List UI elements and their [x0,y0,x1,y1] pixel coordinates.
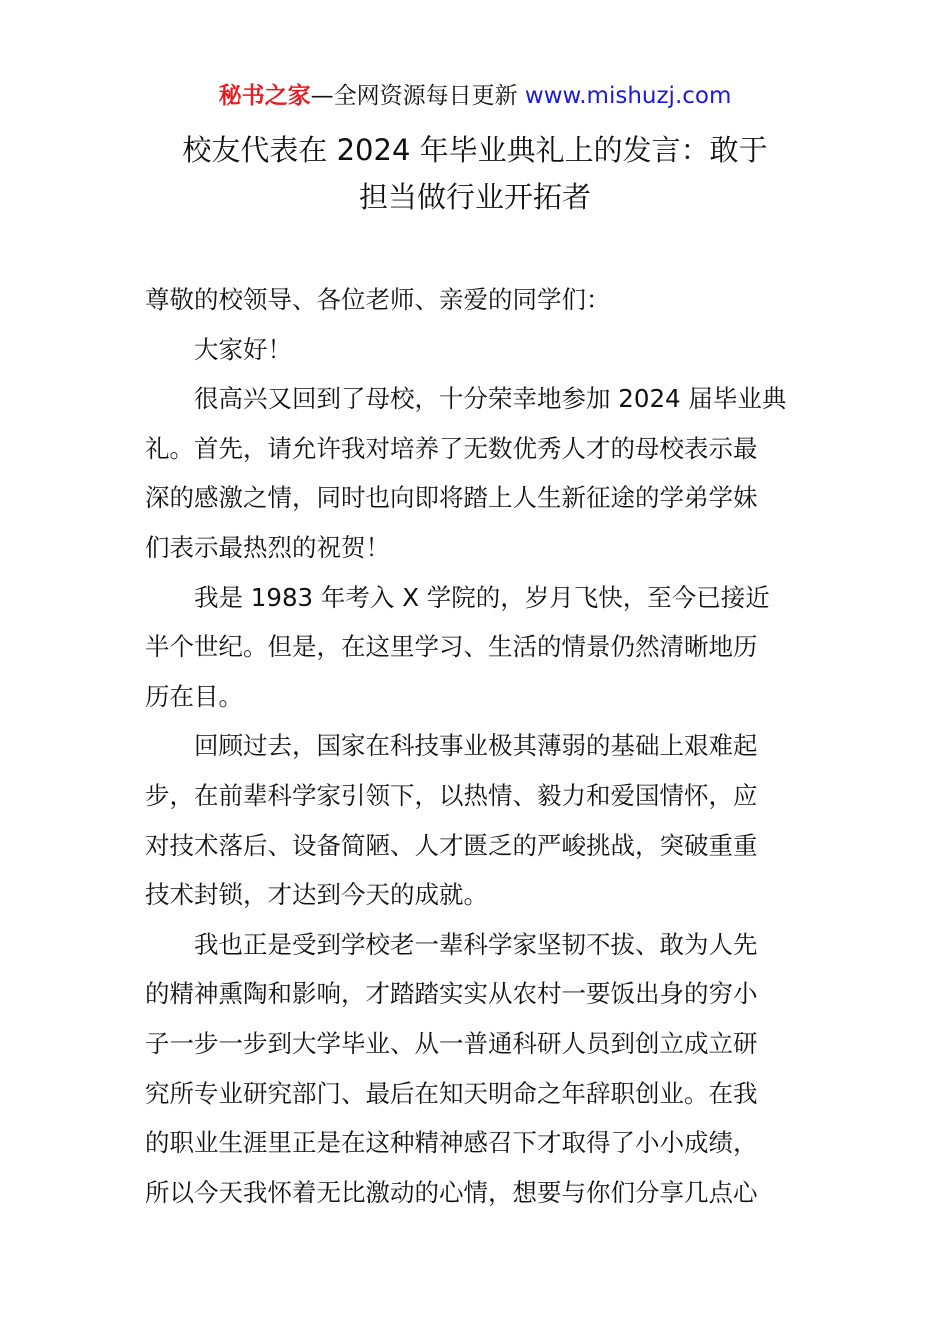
paragraph-line: 技术封锁，才达到今天的成就。 [145,880,488,910]
paragraph-line: 对技术落后、设备简陋、人才匮乏的严峻挑战，突破重重 [145,830,758,860]
paragraph-line: 所以今天我怀着无比激动的心情，想要与你们分享几点心 [145,1177,758,1207]
paragraph-line: 深的感激之情，同时也向即将踏上人生新征途的学弟学妹 [145,483,758,513]
paragraph-line: 很高兴又回到了母校，十分荣幸地参加 2024 届毕业典 [194,384,787,414]
paragraph-line: 的职业生涯里正是在这种精神感召下才取得了小小成绩， [145,1128,758,1158]
paragraph-line: 究所专业研究部门、最后在知天明命之年辞职创业。在我 [145,1078,758,1108]
site-url-link[interactable]: www.mishuzj.com [524,83,732,109]
paragraph-line: 子一步一步到大学毕业、从一普通科研人员到创立成立研 [145,1028,758,1058]
paragraph-line: 礼。首先，请允许我对培养了无数优秀人才的母校表示最 [145,433,758,463]
title-line-2: 担当做行业开拓者 [358,180,591,214]
salutation: 尊敬的校领导、各位老师、亲爱的同学们： [145,285,611,314]
header-tagline: —全网资源每日更新 [310,83,525,109]
title-line-1: 校友代表在 2024 年毕业典礼上的发言：敢于 [182,133,768,167]
brand-name: 秘书之家 [218,83,311,109]
paragraph-line: 回顾过去，国家在科技事业极其薄弱的基础上艰难起 [194,731,758,761]
document-body [145,275,807,1217]
site-header [0,80,950,112]
paragraph-line: 我是 1983 年考入 X 学院的，岁月飞快，至今已接近 [194,582,770,612]
paragraph-line: 历在目。 [145,681,243,711]
paragraph-line: 半个世纪。但是，在这里学习、生活的情景仍然清晰地历 [145,632,758,662]
paragraph-line: 们表示最热烈的祝贺！ [145,532,390,562]
paragraph-line: 步，在前辈科学家引领下，以热情、毅力和爱国情怀，应 [145,780,758,810]
paragraph-line: 的精神熏陶和影响，才踏踏实实从农村一要饭出身的穷小 [145,979,758,1009]
paragraph-line: 我也正是受到学校老一辈科学家坚韧不拔、敢为人先 [194,929,758,959]
document-title [145,127,805,221]
greeting: 大家好！ [194,334,292,364]
